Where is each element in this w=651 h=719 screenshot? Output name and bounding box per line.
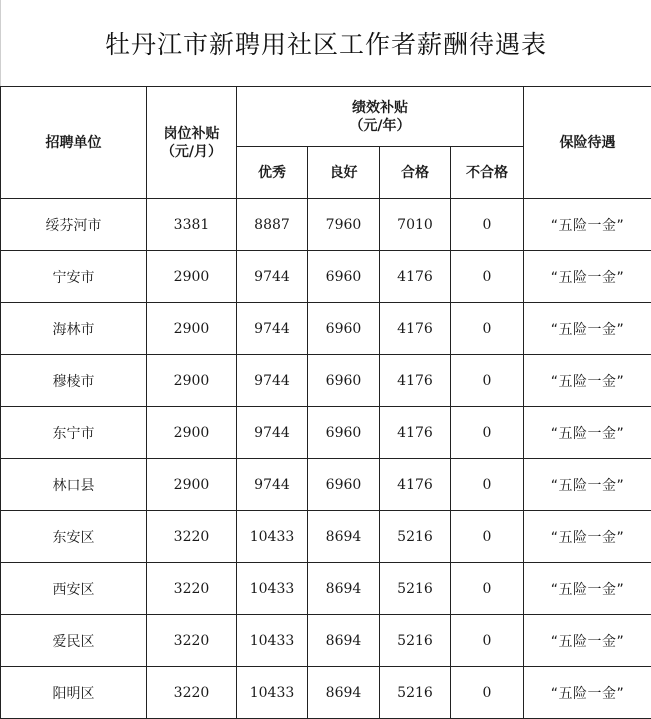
- unit-cell: 西安区: [1, 563, 147, 615]
- post-subsidy-cell: 2900: [147, 355, 237, 407]
- table-row: [1, 615, 651, 667]
- excellent-cell: 10433: [237, 615, 308, 667]
- good-cell: 6960: [308, 251, 380, 303]
- good-cell: 6960: [308, 303, 380, 355]
- excellent-cell: 10433: [237, 511, 308, 563]
- insurance-cell: “五险一金”: [524, 199, 651, 251]
- fail-cell: 0: [451, 303, 524, 355]
- table-row: [1, 563, 651, 615]
- good-cell: 8694: [308, 563, 380, 615]
- insurance-cell: “五险一金”: [524, 459, 651, 511]
- pass-cell: 5216: [380, 563, 451, 615]
- unit-cell: 林口县: [1, 459, 147, 511]
- post-subsidy-cell: 3220: [147, 615, 237, 667]
- title-area: [0, 0, 651, 86]
- insurance-cell: “五险一金”: [524, 251, 651, 303]
- pass-cell: 4176: [380, 459, 451, 511]
- insurance-cell: “五险一金”: [524, 407, 651, 459]
- excellent-cell: 9744: [237, 303, 308, 355]
- table-row: [1, 355, 651, 407]
- fail-cell: 0: [451, 199, 524, 251]
- post-subsidy-cell: 2900: [147, 251, 237, 303]
- excellent-cell: 10433: [237, 563, 308, 615]
- insurance-cell: “五险一金”: [524, 511, 651, 563]
- page-title: 牡丹江市新聘用社区工作者薪酬待遇表: [104, 30, 547, 59]
- excellent-cell: 9744: [237, 251, 308, 303]
- pass-cell: 5216: [380, 667, 451, 719]
- post-subsidy-cell: 2900: [147, 303, 237, 355]
- excellent-cell: 9744: [237, 407, 308, 459]
- good-cell: 6960: [308, 459, 380, 511]
- header-perf-line2: （元/年）: [349, 117, 411, 134]
- unit-cell: 绥芬河市: [1, 199, 147, 251]
- table-row: [1, 459, 651, 511]
- salary-table: [0, 86, 651, 719]
- good-cell: 6960: [308, 355, 380, 407]
- insurance-cell: “五险一金”: [524, 667, 651, 719]
- post-subsidy-cell: 3220: [147, 563, 237, 615]
- header-level-fail: 不合格: [451, 147, 524, 199]
- unit-cell: 东宁市: [1, 407, 147, 459]
- pass-cell: 4176: [380, 251, 451, 303]
- good-cell: 7960: [308, 199, 380, 251]
- excellent-cell: 9744: [237, 459, 308, 511]
- header-post-subsidy: [147, 87, 237, 199]
- fail-cell: 0: [451, 407, 524, 459]
- post-subsidy-cell: 3381: [147, 199, 237, 251]
- table-row: [1, 407, 651, 459]
- fail-cell: 0: [451, 511, 524, 563]
- pass-cell: 4176: [380, 355, 451, 407]
- table-row: [1, 511, 651, 563]
- pass-cell: 7010: [380, 199, 451, 251]
- header-level-pass: 合格: [380, 147, 451, 199]
- unit-cell: 宁安市: [1, 251, 147, 303]
- fail-cell: 0: [451, 667, 524, 719]
- header-performance-subsidy: [237, 87, 524, 147]
- fail-cell: 0: [451, 615, 524, 667]
- unit-cell: 东安区: [1, 511, 147, 563]
- good-cell: 8694: [308, 615, 380, 667]
- table-row: [1, 667, 651, 719]
- header-level-excellent: 优秀: [237, 147, 308, 199]
- unit-cell: 爱民区: [1, 615, 147, 667]
- header-unit: 招聘单位: [1, 87, 147, 199]
- header-perf-line1: 绩效补贴: [352, 99, 408, 116]
- fail-cell: 0: [451, 355, 524, 407]
- excellent-cell: 10433: [237, 667, 308, 719]
- post-subsidy-cell: 2900: [147, 459, 237, 511]
- header-level-good: 良好: [308, 147, 380, 199]
- pass-cell: 4176: [380, 407, 451, 459]
- good-cell: 8694: [308, 511, 380, 563]
- post-subsidy-cell: 2900: [147, 407, 237, 459]
- insurance-cell: “五险一金”: [524, 355, 651, 407]
- good-cell: 8694: [308, 667, 380, 719]
- table-row: [1, 251, 651, 303]
- header-post-subsidy-line1: 岗位补贴: [163, 125, 220, 142]
- fail-cell: 0: [451, 563, 524, 615]
- table-row: [1, 199, 651, 251]
- insurance-cell: “五险一金”: [524, 615, 651, 667]
- unit-cell: 海林市: [1, 303, 147, 355]
- fail-cell: 0: [451, 251, 524, 303]
- pass-cell: 5216: [380, 615, 451, 667]
- header-insurance: 保险待遇: [524, 87, 651, 199]
- pass-cell: 4176: [380, 303, 451, 355]
- unit-cell: 阳明区: [1, 667, 147, 719]
- post-subsidy-cell: 3220: [147, 511, 237, 563]
- good-cell: 6960: [308, 407, 380, 459]
- pass-cell: 5216: [380, 511, 451, 563]
- post-subsidy-cell: 3220: [147, 667, 237, 719]
- insurance-cell: “五险一金”: [524, 563, 651, 615]
- fail-cell: 0: [451, 459, 524, 511]
- table-row: [1, 303, 651, 355]
- header-post-subsidy-line2: （元/月）: [160, 143, 223, 160]
- excellent-cell: 9744: [237, 355, 308, 407]
- insurance-cell: “五险一金”: [524, 303, 651, 355]
- excellent-cell: 8887: [237, 199, 308, 251]
- header-row-1: [1, 87, 651, 147]
- unit-cell: 穆棱市: [1, 355, 147, 407]
